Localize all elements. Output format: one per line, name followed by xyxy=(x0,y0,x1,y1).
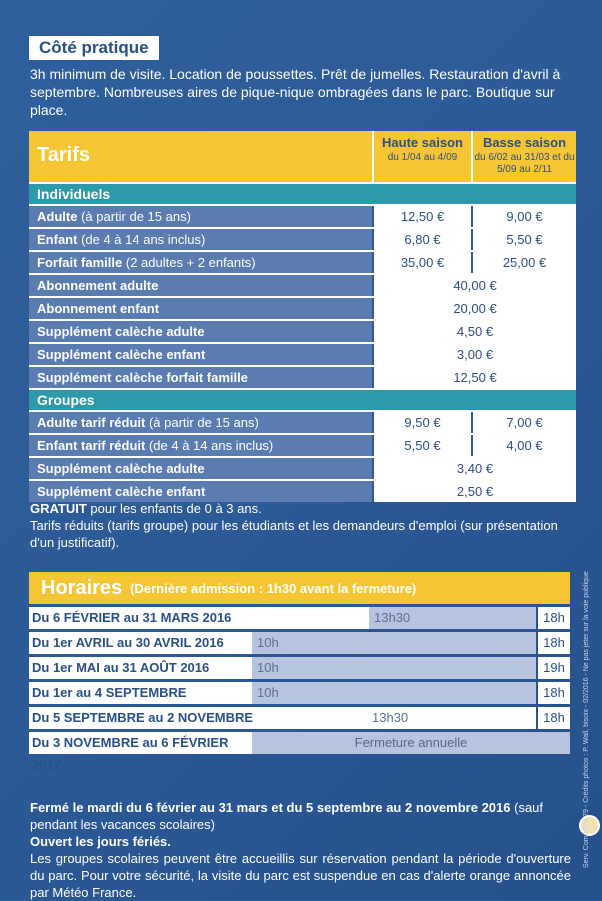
bottom-info xyxy=(30,799,571,901)
tarif-label-bold: Supplément calèche forfait famille xyxy=(37,370,248,385)
basse-saison-header xyxy=(471,131,576,182)
tarif-value-basse: 7,00 € xyxy=(471,412,576,433)
horaire-close: 18h xyxy=(538,707,570,729)
tarif-label-bold: Supplément calèche enfant xyxy=(37,347,206,362)
haute-saison-header xyxy=(372,131,471,182)
ouvert-note xyxy=(30,833,571,850)
tarif-value-haute: 5,50 € xyxy=(372,435,471,456)
horaire-row xyxy=(29,632,570,654)
tarif-value: 20,00 € xyxy=(372,298,576,319)
gratuit-text: pour les enfants de 0 à 3 ans. xyxy=(86,501,262,516)
tarif-label-note: (à partir de 15 ans) xyxy=(77,209,191,224)
tarif-value-haute: 35,00 € xyxy=(372,252,471,273)
horaire-row xyxy=(29,657,570,679)
tarif-label xyxy=(29,412,372,433)
gratuit-label: GRATUIT xyxy=(30,501,87,516)
horaire-period: Du 1er MAI au 31 AOÛT 2016 xyxy=(29,657,252,679)
tarif-value-basse: 25,00 € xyxy=(471,252,576,273)
tarif-label-bold: Supplément calèche adulte xyxy=(37,461,205,476)
tarif-row xyxy=(29,319,576,342)
tarif-label xyxy=(29,275,372,296)
tarif-row xyxy=(29,433,576,456)
tarif-label-note: (à partir de 15 ans) xyxy=(145,415,259,430)
tarif-label-note: (2 adultes + 2 enfants) xyxy=(122,255,256,270)
tarif-label-note: (de 4 à 14 ans inclus) xyxy=(145,438,274,453)
tarif-label xyxy=(29,252,372,273)
tarif-row xyxy=(29,342,576,365)
tarif-label-bold: Supplément calèche adulte xyxy=(37,324,205,339)
tarif-label-bold: Enfant xyxy=(37,232,78,247)
tarif-value-haute: 12,50 € xyxy=(372,206,471,227)
haute-saison-dates: du 1/04 au 4/09 xyxy=(387,152,458,163)
horaires-note: (Dernière admission : 1h30 avant la fermeture) xyxy=(130,580,417,596)
tarif-row xyxy=(29,250,576,273)
horaire-open: 13h30 xyxy=(369,607,536,629)
horaire-period: Du 1er au 4 SEPTEMBRE xyxy=(29,682,252,704)
tarifs-notes xyxy=(30,500,570,551)
tarif-label-bold: Adulte xyxy=(37,209,78,224)
tarif-label xyxy=(29,435,372,456)
tarif-label xyxy=(29,321,372,342)
tarif-label-note: (de 4 à 14 ans inclus) xyxy=(77,232,206,247)
basse-saison-title: Basse saison xyxy=(482,135,567,150)
tarif-row xyxy=(29,479,576,502)
horaire-close: 18h xyxy=(538,682,570,704)
tarifs-title: Tarifs xyxy=(29,131,372,182)
tarif-value: 12,50 € xyxy=(372,367,576,388)
horaire-period: Du 1er AVRIL au 30 AVRIL 2016 xyxy=(29,632,252,654)
cote-pratique-text: 3h minimum de visite. Location de poussettes. Prêt de jumelles. Restauration d'avril à septembre. Nombreuses aires de pique-nique ombragées dans le parc. Boutique sur place. xyxy=(30,66,561,118)
tarif-row xyxy=(29,410,576,433)
gratuit-note xyxy=(30,500,570,517)
tarif-label-bold: Adulte tarif réduit xyxy=(37,415,146,430)
horaire-close: 18h xyxy=(538,632,570,654)
tarif-value-haute: 9,50 € xyxy=(372,412,471,433)
section-groupes: Groupes xyxy=(29,388,576,410)
ouvert-bold: Ouvert les jours fériés. xyxy=(30,834,171,849)
horaire-open: 10h xyxy=(252,657,536,679)
tarif-value: 3,40 € xyxy=(372,458,576,479)
tarif-label xyxy=(29,206,372,227)
tarif-label xyxy=(29,458,372,479)
tarif-value: 2,50 € xyxy=(372,481,576,502)
tarif-value: 4,50 € xyxy=(372,321,576,342)
tarif-label-bold: Abonnement enfant xyxy=(37,301,160,316)
haute-saison-title: Haute saison xyxy=(382,135,463,150)
tarif-value-haute: 6,80 € xyxy=(372,229,471,250)
horaires-header xyxy=(29,572,570,604)
tarif-value: 3,00 € xyxy=(372,344,576,365)
tarif-label xyxy=(29,298,372,319)
horaire-fermeture: Fermeture annuelle xyxy=(252,732,570,754)
cote-pratique-title: Côté pratique xyxy=(29,36,159,60)
tarif-label-bold: Abonnement adulte xyxy=(37,278,159,293)
tarif-label xyxy=(29,229,372,250)
horaire-close: 19h xyxy=(538,657,570,679)
tarif-label-bold: Supplément calèche enfant xyxy=(37,484,206,499)
tarif-row xyxy=(29,456,576,479)
horaire-open: 10h xyxy=(252,682,536,704)
horaire-open: 10h xyxy=(252,632,536,654)
tarif-label-bold: Forfait famille xyxy=(37,255,123,270)
section-individuels: Individuels xyxy=(29,182,576,204)
tarif-row xyxy=(29,365,576,388)
tarif-label xyxy=(29,367,372,388)
fermeture-bold: Fermé le mardi du 6 février au 31 mars et du 5 septembre au 2 novembre 2016 xyxy=(30,800,511,815)
horaire-row xyxy=(29,682,570,704)
tarif-row xyxy=(29,204,576,227)
tarif-value-basse: 4,00 € xyxy=(471,435,576,456)
tarif-row xyxy=(29,296,576,319)
horaire-close: 18h xyxy=(538,607,570,629)
tarif-value: 40,00 € xyxy=(372,275,576,296)
horaire-period: Du 6 FÉVRIER au 31 MARS 2016 xyxy=(29,607,369,629)
horaire-open: 13h30 xyxy=(367,707,536,729)
tarif-label-bold: Enfant tarif réduit xyxy=(37,438,146,453)
horaire-row xyxy=(29,607,570,629)
fermeture-note xyxy=(30,799,571,833)
horaire-row xyxy=(29,707,570,729)
horaire-period: Du 3 NOVEMBRE au 6 FÉVRIER 2017 xyxy=(29,732,252,754)
horaire-row xyxy=(29,732,570,772)
tarif-label xyxy=(29,344,372,365)
horaire-period: Du 5 SEPTEMBRE au 2 NOVEMBRE xyxy=(29,707,367,729)
horaires-table xyxy=(29,572,570,772)
horaires-title: Horaires xyxy=(41,576,123,599)
tarifs-table xyxy=(29,131,576,502)
fermeture-rest: (sauf pendant les vacances scolaires) xyxy=(30,800,544,832)
tarif-row xyxy=(29,273,576,296)
basse-saison-dates: du 6/02 au 31/03 et du 5/09 au 2/11 xyxy=(474,152,575,175)
tarif-row xyxy=(29,227,576,250)
tarif-value-basse: 9,00 € xyxy=(471,206,576,227)
tarif-value-basse: 5,50 € xyxy=(471,229,576,250)
tarif-label xyxy=(29,481,372,502)
tarifs-header xyxy=(29,131,576,182)
groupes-note: Les groupes scolaires peuvent être accueillis sur réservation pendant la période d'ouverture du parc. Pour votre sécurité, la visite du parc est suspendue en cas d'alerte orange annoncée par Météo France. xyxy=(30,851,571,900)
reduits-note: Tarifs réduits (tarifs groupe) pour les étudiants et les demandeurs d'emploi (sur présentation d'un justificatif). xyxy=(30,518,558,550)
side-credits: Serv. Com. Dép.79 - Crédits photos : P. Wall, bisoix - 02/2016 - Ne pas jeter sur la voie publique xyxy=(583,571,590,868)
